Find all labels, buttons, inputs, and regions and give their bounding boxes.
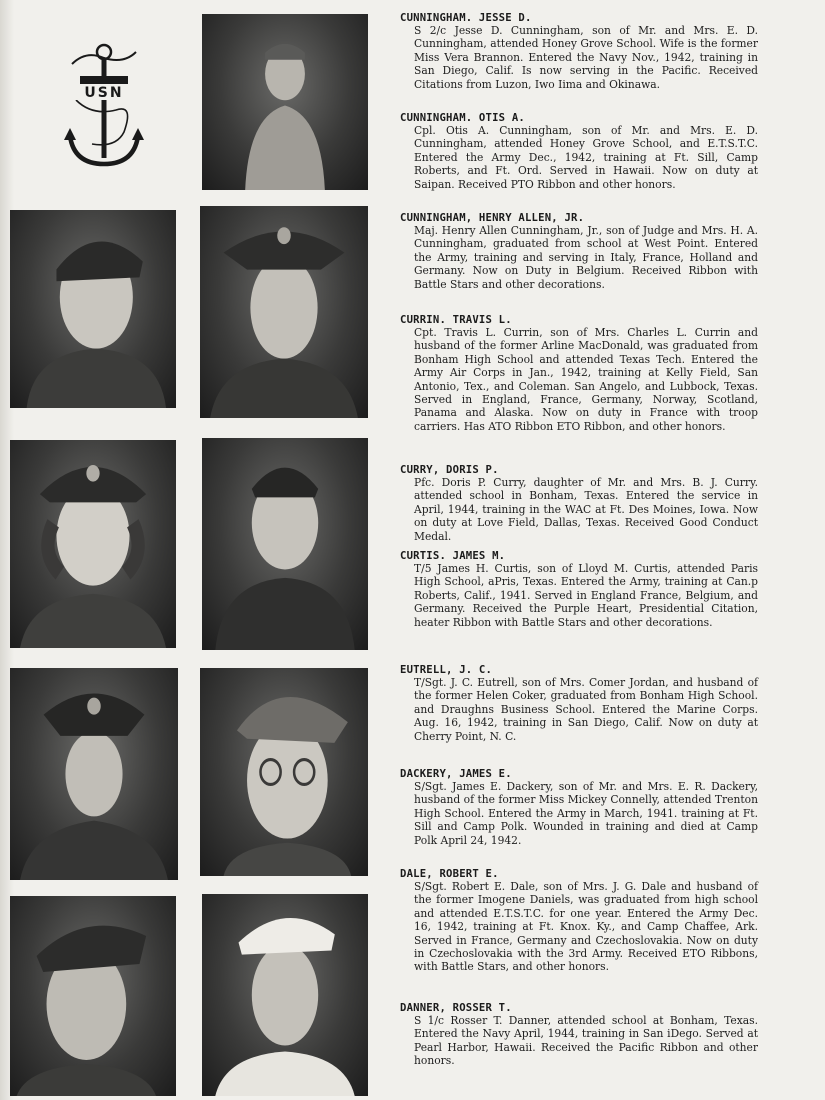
photo-curry-doris [202, 438, 368, 650]
photo-curtis-james [10, 668, 178, 880]
entry-name: DANNER, ROSSER T. [400, 1002, 512, 1014]
entry-name: CUNNINGHAM. OTIS A. [400, 112, 525, 124]
entry-name: CUNNINGHAM, HENRY ALLEN, JR. [400, 212, 585, 224]
portrait-icon [202, 14, 368, 190]
entry-body: T/5 James H. Curtis, son of Lloyd M. Curtis, attended Paris High School, aPris, Texas. Entered the Army, training at Can.p Roberts, Calif., 1941. Served in England France, Belgium, and Germany. Received the Purple Heart, Presidential Citation, heater Ribbon with Battle Stars and other decorations. [414, 562, 758, 629]
photo-cunningham-henry [200, 206, 368, 418]
entry-body: Cpt. Travis L. Currin, son of Mrs. Charles L. Currin and husband of the former Arline MacDonald, was graduated from Bonham High School and attended Texas Tech. Entered the Army Air Corps in Jan., 1942, training at Kelly Field, San Antonio, Tex., and Coleman. San Angelo, and Lubbock, Texas. Served in England, France, Germany, Norway, Scotland, Panama and Alaska. Now on duty in France with troop carriers. Has ATO Ribbon ETO Ribbon, and other honors. [414, 326, 758, 433]
entry-curry-doris [400, 464, 758, 543]
photo-dale-robert [202, 894, 368, 1096]
portrait-icon [200, 668, 368, 876]
portrait-icon [200, 206, 368, 418]
entry-cunningham-henry [400, 212, 758, 291]
entry-body: Cpl. Otis A. Cunningham, son of Mr. and Mrs. E. D. Cunningham, attended Honey Grove School, and E.T.S.T.C. Entered the Army Dec., 1942, training at Ft. Sill, Camp Roberts, and Ft. Ord. Served in Hawaii. Now on duty at Saipan. Received PTO Ribbon and other honors. [414, 124, 758, 191]
portrait-icon [10, 668, 178, 880]
portrait-icon [10, 440, 176, 648]
entry-body: Maj. Henry Allen Cunningham, Jr., son of Judge and Mrs. H. A. Cunningham, graduated from school at West Point. Entered the Army, training and serving in Italy, France, Holland and Germany. Now on Duty in Belgium. Received Ribbon with Battle Stars and other decorations. [414, 224, 758, 291]
photo-eutrell-jc [200, 668, 368, 876]
photo-cunningham-jesse [202, 14, 368, 190]
entry-eutrell-jc [400, 664, 758, 743]
entry-name: DACKERY, JAMES E. [400, 768, 512, 780]
entry-body: T/Sgt. J. C. Eutrell, son of Mrs. Comer Jordan, and husband of the former Helen Coker, graduated from Bonham High School. and Draughns Business School. Entered the Marine Corps. Aug. 16, 1942, training in San Diego, Calif. Now on duty at Cherry Point, N. C. [414, 676, 758, 743]
entry-name: DALE, ROBERT E. [400, 868, 499, 880]
portrait-icon [10, 210, 176, 408]
entry-name: EUTRELL, J. C. [400, 664, 493, 676]
emblem-label: USN [84, 85, 124, 101]
entry-body: S/Sgt. Robert E. Dale, son of Mrs. J. G. Dale and husband of the former Imogene Daniels, was graduated from high school and attended E.T.S.T.C. for one year. Entered the Army Dec. 16, 1942, training at Ft. Knox. Ky., and Camp Chaffee, Ark. Served in France, Germany and Czechoslovakia. Now on duty in Czechoslovakia with the 3rd Army. Received ETO Ribbons, with Battle Stars, and other honors. [414, 880, 758, 974]
entry-currin-travis [400, 314, 758, 433]
photo-dackery-james [10, 896, 176, 1096]
entry-name: CURTIS. JAMES M. [400, 550, 506, 562]
entry-dackery-james [400, 768, 758, 847]
entry-curtis-james [400, 550, 758, 629]
entry-cunningham-otis [400, 112, 758, 191]
entry-dale-robert [400, 868, 758, 974]
entry-name: CURRIN. TRAVIS L. [400, 314, 512, 326]
photo-cunningham-otis [10, 210, 176, 408]
entry-danner-rosser [400, 1002, 758, 1068]
usn-anchor-icon [62, 40, 146, 172]
entry-body: S 2/c Jesse D. Cunningham, son of Mr. and Mrs. E. D. Cunningham, attended Honey Grove School. Wife is the former Miss Vera Brannon. Entered the Navy Nov., 1942, training in San Diego, Calif. Is now serving in the Pacific. Received Citations from Luzon, Iwo Iima and Okinawa. [414, 24, 758, 91]
entry-name: CURRY, DORIS P. [400, 464, 499, 476]
entry-name: CUNNINGHAM. JESSE D. [400, 12, 532, 24]
entry-body: S/Sgt. James E. Dackery, son of Mr. and Mrs. E. R. Dackery, husband of the former Miss Mickey Connelly, attended Trenton High School. Entered the Army in March, 1941. training at Ft. Sill and Camp Polk. Wounded in training and died at Camp Polk April 24, 1942. [414, 780, 758, 847]
portrait-icon [202, 438, 368, 650]
photo-currin-travis [10, 440, 176, 648]
portrait-icon [202, 894, 368, 1096]
entry-body: S 1/c Rosser T. Danner, attended school at Bonham, Texas. Entered the Navy April, 1944, training in San iDego. Served at Pearl Harbor, Hawaii. Received the Pacific Ribbon and other honors. [414, 1014, 758, 1068]
entry-body: Pfc. Doris P. Curry, daughter of Mr. and Mrs. B. J. Curry. attended school in Bonham, Texas. Entered the service in April, 1944, training in the WAC at Ft. Des Moines, Iowa. Now on duty at Love Field, Dallas, Texas. Received Good Conduct Medal. [414, 476, 758, 543]
entry-cunningham-jesse [400, 12, 758, 91]
portrait-icon [10, 896, 176, 1096]
